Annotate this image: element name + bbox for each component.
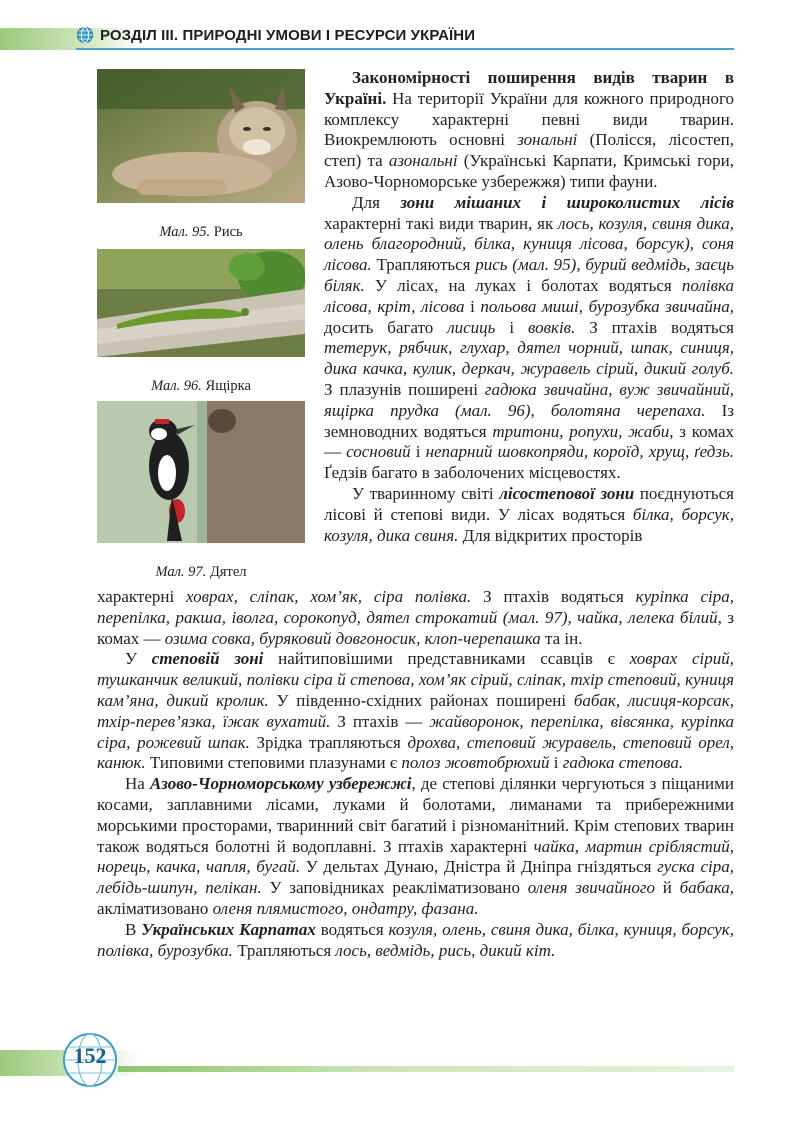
paragraph-mixed-forest: Для зони мішаних і широколистих лісів характерні такі види тварин, як лось, козуля, свиня дика, олень благородний, білка, куниця лісова, борсук), соня лісова. Трапляються рись (мал. 95), бурий ведмідь, заєць біляк. У лісах, на луках і болотах водяться полівка лісова, кріт, лісова і польова миші, бурозубка звичайна, досить багато лисиць і вовків. З птахів водяться тетерук, рябчик, глухар, дятел чорний, шпак, синиця, дика качка, кулик, деркач, журавель сірий, дикий голуб. З плазунів поширені гадюка звичайна, вуж звичайний, ящірка прудка (мал. 96), болотяна черепаха. Із земноводних водяться тритони, ропухи, жаби, з комах — сосновий і непарний шовкопряди, короїд, хрущ, ґедзь. Ґедзів багато в заболочених місцевостях. [324, 192, 735, 483]
section-header [76, 26, 475, 44]
full-width-text [97, 587, 734, 961]
paragraph-steppe: У степовій зоні найтиповішими представниками ссавців є ховрах сірий, тушканчик великий, полівки сіра й степова, хом’як сірий, сліпак, тхір степовий, куниця кам’яна, дикий кролик. У південно-східних районах поширені бабак, лисиця-корсак, тхір-перев’язка, їжак вухатий. З птахів — жайворонок, перепілка, вівсянка, куріпка сіра, рожевий шпак. Зрідка трапляються дрохва, степовий журавель, степовий орел, канюк. Типовими степовими плазунами є полоз жовтобрюхий і гадюка степова. [97, 649, 734, 773]
woodpecker-photo [97, 401, 305, 543]
globe-icon [76, 26, 94, 44]
caption-fig96: Мал. 96. Ящірка [151, 378, 251, 394]
figure-woodpecker [97, 401, 305, 581]
page-number: 152 [73, 1043, 107, 1068]
lynx-photo [97, 69, 305, 203]
right-column-text [324, 68, 734, 546]
section-title: РОЗДІЛ ІІІ. ПРИРОДНІ УМОВИ І РЕСУРСИ УКРАЇНИ [100, 26, 476, 44]
caption-fig97: Мал. 97. Дятел [155, 564, 247, 580]
footer-rule [118, 1066, 734, 1072]
paragraph-forest-steppe-part2: характерні ховрах, сліпак, хом’як, сіра полівка. З птахів водяться куріпка сіра, перепілка, ракша, іволга, сорокопуд, дятел строкатий (мал. 97), чайка, лелека білий, з комах — озима совка, буряковий довгоносик, клоп-черепашка та ін. [97, 587, 735, 648]
paragraph-forest-steppe-part1: У тваринному світі лісостепової зони поєднуються лісові й степові види. У лісах водяться білка, борсук, козуля, дика свиня. Для відкритих просторів [324, 483, 734, 545]
paragraph-azov-black-sea: На Азово-Чорноморському узбережжі, де степові ділянки чергуються з піщаними косами, заплавними лісами, луками й болотами, лиманами та прибережними морськими просторами, тваринний світ багатий і різноманітний. Крім степових тварин також водяться болотні й водоплавні. З птахів характерні чайка, мартин сріблястий, норець, качка, чапля, бугай. У дельтах Дунаю, Дністра й Дніпра гніздяться гуска сіра, лебідь-шипун, пелікан. У заповідниках реакліматизовано оленя звичайного й бабака, акліматизовано оленя плямистого, ондатру, фазана. [97, 774, 734, 918]
figure-lynx [97, 69, 305, 241]
header-rule [76, 48, 734, 50]
lizard-photo [97, 249, 305, 357]
paragraph-carpathians: В Українських Карпатах водяться козуля, олень, свиня дика, білка, куниця, борсук, полівка, бурозубка. Трапляються лось, ведмідь, рись, дикий кіт. [97, 919, 734, 960]
figure-lizard [97, 249, 305, 395]
paragraph-intro: Закономірності поширення видів тварин в Україні. На території України для кожного природного комплексу характерні певні види тварин. Виокремлюють основні зональні (Полісся, лісостеп, степ) та азональні (Українські Карпати, Кримські гори, Азово-Чорноморське узбережжя) типи фауни. [324, 68, 735, 191]
caption-fig95: Мал. 95. Рись [159, 224, 243, 240]
